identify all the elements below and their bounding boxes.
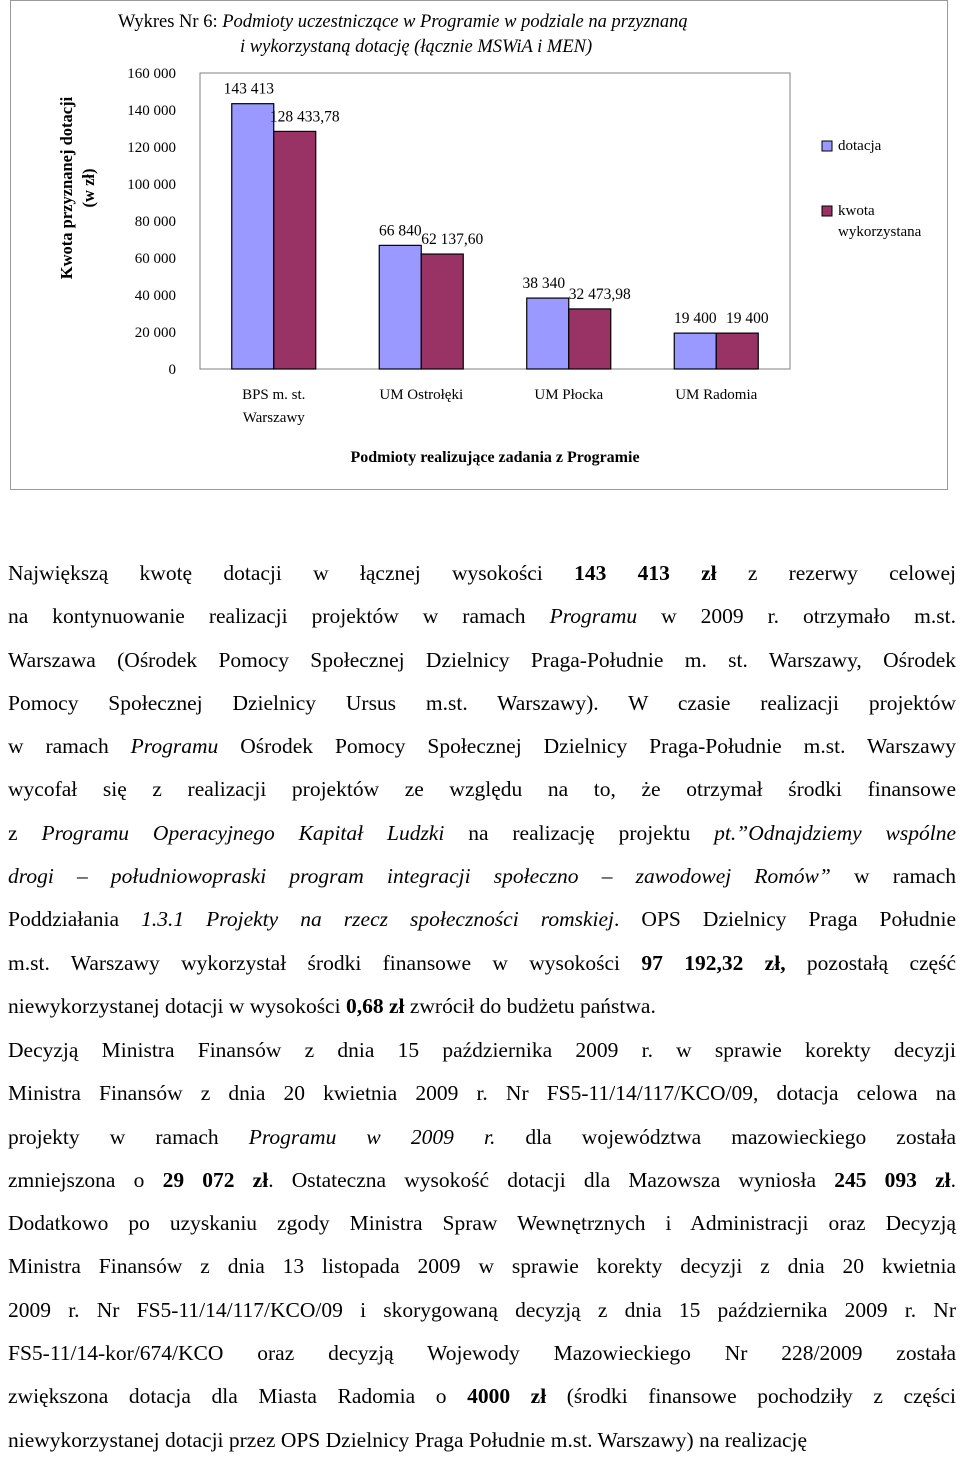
- text-run: FS5-11/14-kor/674/KCO oraz decyzją Wojewody Mazowieckiego Nr 228/2009 została: [8, 1341, 956, 1366]
- bold-text: 97 192,32 zł,: [641, 950, 786, 975]
- bar-kwota-wykorzystana: [274, 131, 316, 369]
- text-run: w 2009 r. otrzymało m.st.: [637, 604, 956, 629]
- text-run: dla województwa mazowieckiego została: [495, 1124, 956, 1149]
- category-label: BPS m. st.: [242, 387, 306, 403]
- text-line: [8, 639, 956, 682]
- italic-text: Programu w 2009 r.: [248, 1124, 496, 1149]
- bar-dotacja: [379, 245, 421, 369]
- category-label: UM Radomia: [675, 387, 758, 403]
- data-label: 19 400: [725, 310, 769, 328]
- text-line: [8, 1202, 956, 1245]
- text-line: [8, 595, 956, 638]
- bold-text: 29 072 zł: [162, 1167, 269, 1192]
- text-run: Największą kwotę dotacji w łącznej wysokości: [8, 561, 575, 585]
- text-run: Ministra Finansów z dnia 20 kwietnia 2009 r. Nr FS5-11/14/117/KCO/09, dotacja celowa na: [8, 1081, 956, 1106]
- italic-text: Programu: [130, 734, 219, 759]
- y-tick-label: 20 000: [134, 325, 176, 341]
- text-run: (środki finansowe pochodziły z części: [546, 1384, 956, 1409]
- text-run: z rezerwy celowej: [716, 561, 956, 585]
- data-label: 62 137,60: [421, 231, 484, 249]
- bold-text: 4000 zł: [467, 1384, 547, 1409]
- text-run: w ramach: [8, 734, 131, 759]
- paragraph-2: [8, 1029, 956, 1462]
- text-line: [8, 1029, 956, 1072]
- text-line: [8, 682, 956, 725]
- text-line: [8, 552, 956, 595]
- data-label: 128 433,78: [269, 108, 340, 126]
- text-run: pozostałą część: [785, 950, 956, 975]
- text-line: [8, 1332, 956, 1375]
- text-line: [8, 1072, 956, 1115]
- legend-label: wykorzystana: [838, 224, 922, 240]
- text-run: .: [950, 1167, 956, 1192]
- legend-swatch: [822, 206, 832, 216]
- category-label: UM Ostrołęki: [379, 387, 464, 403]
- text-run: Decyzją Ministra Finansów z dnia 15 października 2009 r. w sprawie korekty decyzji: [8, 1038, 956, 1062]
- data-label: 38 340: [522, 275, 566, 293]
- category-label: UM Płocka: [534, 387, 604, 403]
- text-line: [8, 1116, 956, 1159]
- italic-text: Programu Operacyjnego Kapitał Ludzki: [41, 820, 445, 845]
- data-label: 143 413: [223, 80, 274, 98]
- text-run: zwiększona dotacja dla Miasta Radomia o: [8, 1384, 468, 1409]
- text-run: w ramach: [830, 864, 956, 889]
- text-run: Pomocy Społecznej Dzielnicy Ursus m.st. Warszawy). W czasie realizacji projektów: [8, 690, 956, 715]
- y-tick-labels: [127, 66, 176, 378]
- paragraph-1: [8, 552, 956, 1028]
- text-line: [8, 985, 956, 1028]
- y-tick-label: 160 000: [127, 66, 176, 82]
- text-line: [8, 1375, 956, 1418]
- italic-text: 1.3.1 Projekty na rzecz społeczności romskiej: [141, 907, 614, 932]
- bar-dotacja: [674, 333, 716, 369]
- y-tick-label: 100 000: [127, 177, 176, 193]
- text-run: na kontynuowanie realizacji projektów w ramach: [8, 604, 550, 629]
- bar-chart: [0, 0, 960, 500]
- italic-text: pt.”Odnajdziemy wspólne: [714, 820, 957, 845]
- text-run: z: [8, 820, 42, 845]
- italic-text: drogi – południowopraski program integracji społeczno – zawodowej Romów”: [8, 864, 831, 889]
- text-line: [8, 1159, 956, 1202]
- y-axis-label-line1: Kwota przyznanej dotacji: [57, 96, 76, 280]
- legend-label: dotacja: [838, 138, 882, 154]
- text-run: Warszawa (Ośrodek Pomocy Społecznej Dzielnicy Praga-Południe m. st. Warszawy, Ośrodek: [8, 647, 956, 672]
- chart-title-prefix: Wykres Nr 6:: [118, 12, 223, 32]
- text-run: niewykorzystanej dotacji przez OPS Dzielnicy Praga Południe m.st. Warszawy) na realizację: [8, 1427, 808, 1452]
- text-run: . OPS Dzielnicy Praga Południe: [614, 907, 956, 932]
- y-tick-label: 0: [168, 362, 176, 378]
- category-label: Warszawy: [242, 410, 305, 426]
- text-line: [8, 725, 956, 768]
- data-label: 19 400: [673, 310, 717, 328]
- text-run: Ośrodek Pomocy Społecznej Dzielnicy Praga-Południe m.st. Warszawy: [218, 734, 956, 759]
- text-run: projekty w ramach: [8, 1124, 249, 1149]
- bar-kwota-wykorzystana: [569, 309, 611, 369]
- text-run: zwrócił do budżetu państwa.: [404, 993, 656, 1018]
- data-label: 32 473,98: [568, 285, 631, 303]
- y-tick-label: 60 000: [134, 251, 176, 267]
- text-line: [8, 1245, 956, 1288]
- y-tick-label: 140 000: [127, 103, 176, 119]
- italic-text: Programu: [549, 604, 638, 629]
- text-run: na realizację projektu: [444, 820, 715, 845]
- text-run: niewykorzystanej dotacji w wysokości: [8, 993, 346, 1018]
- chart-title-main: Podmioty uczestniczące w Programie w podziale na przyznaną: [222, 12, 688, 32]
- text-line: [8, 1289, 956, 1332]
- category-labels: [242, 387, 758, 426]
- text-line: [8, 768, 956, 811]
- bar-kwota-wykorzystana: [716, 333, 758, 369]
- legend-label: kwota: [838, 203, 875, 219]
- legend: [822, 138, 922, 240]
- y-tick-label: 80 000: [134, 214, 176, 230]
- bold-text: 0,68 zł: [345, 993, 405, 1018]
- text-line: [8, 1419, 956, 1462]
- text-run: wycofał się z realizacji projektów ze względu na to, że otrzymał środki finansowe: [8, 777, 956, 802]
- text-line: [8, 942, 956, 985]
- bold-text: 245 093 zł: [834, 1167, 951, 1192]
- bar-kwota-wykorzystana: [421, 254, 463, 369]
- data-label: 66 840: [378, 222, 422, 240]
- bar-dotacja: [527, 298, 569, 369]
- bar-dotacja: [232, 104, 274, 369]
- text-run: zmniejszona o: [8, 1167, 163, 1192]
- bars: [232, 104, 759, 369]
- text-line: [8, 812, 956, 855]
- text-run: 2009 r. Nr FS5-11/14/117/KCO/09 i skorygowaną decyzją z dnia 15 października 2009 r. Nr: [8, 1297, 956, 1322]
- text-run: Dodatkowo po uzyskaniu zgody Ministra Spraw Wewnętrznych i Administracji oraz Decyzją: [8, 1211, 956, 1236]
- text-line: [8, 855, 956, 898]
- x-axis-label: Podmioty realizujące zadania z Programie: [350, 449, 640, 466]
- y-tick-label: 120 000: [127, 140, 176, 156]
- text-run: m.st. Warszawy wykorzystał środki finansowe w wysokości: [8, 950, 642, 975]
- text-run: Ministra Finansów z dnia 13 listopada 2009 w sprawie korekty decyzji z dnia 20 kwietnia: [8, 1254, 956, 1279]
- text-run: . Ostateczna wysokość dotacji dla Mazowsza wyniosła: [268, 1167, 835, 1192]
- text-line: [8, 898, 956, 941]
- y-axis-label: [57, 96, 98, 279]
- chart-title-line2: i wykorzystaną dotację (łącznie MSWiA i MEN): [240, 37, 593, 57]
- y-axis-label-line2: (w zł): [79, 168, 98, 208]
- bold-text: 143 413 zł: [574, 561, 717, 585]
- text-run: Poddziałania: [8, 907, 142, 932]
- legend-swatch: [822, 141, 832, 151]
- chart-title-line1: [118, 12, 688, 32]
- y-tick-label: 40 000: [134, 288, 176, 304]
